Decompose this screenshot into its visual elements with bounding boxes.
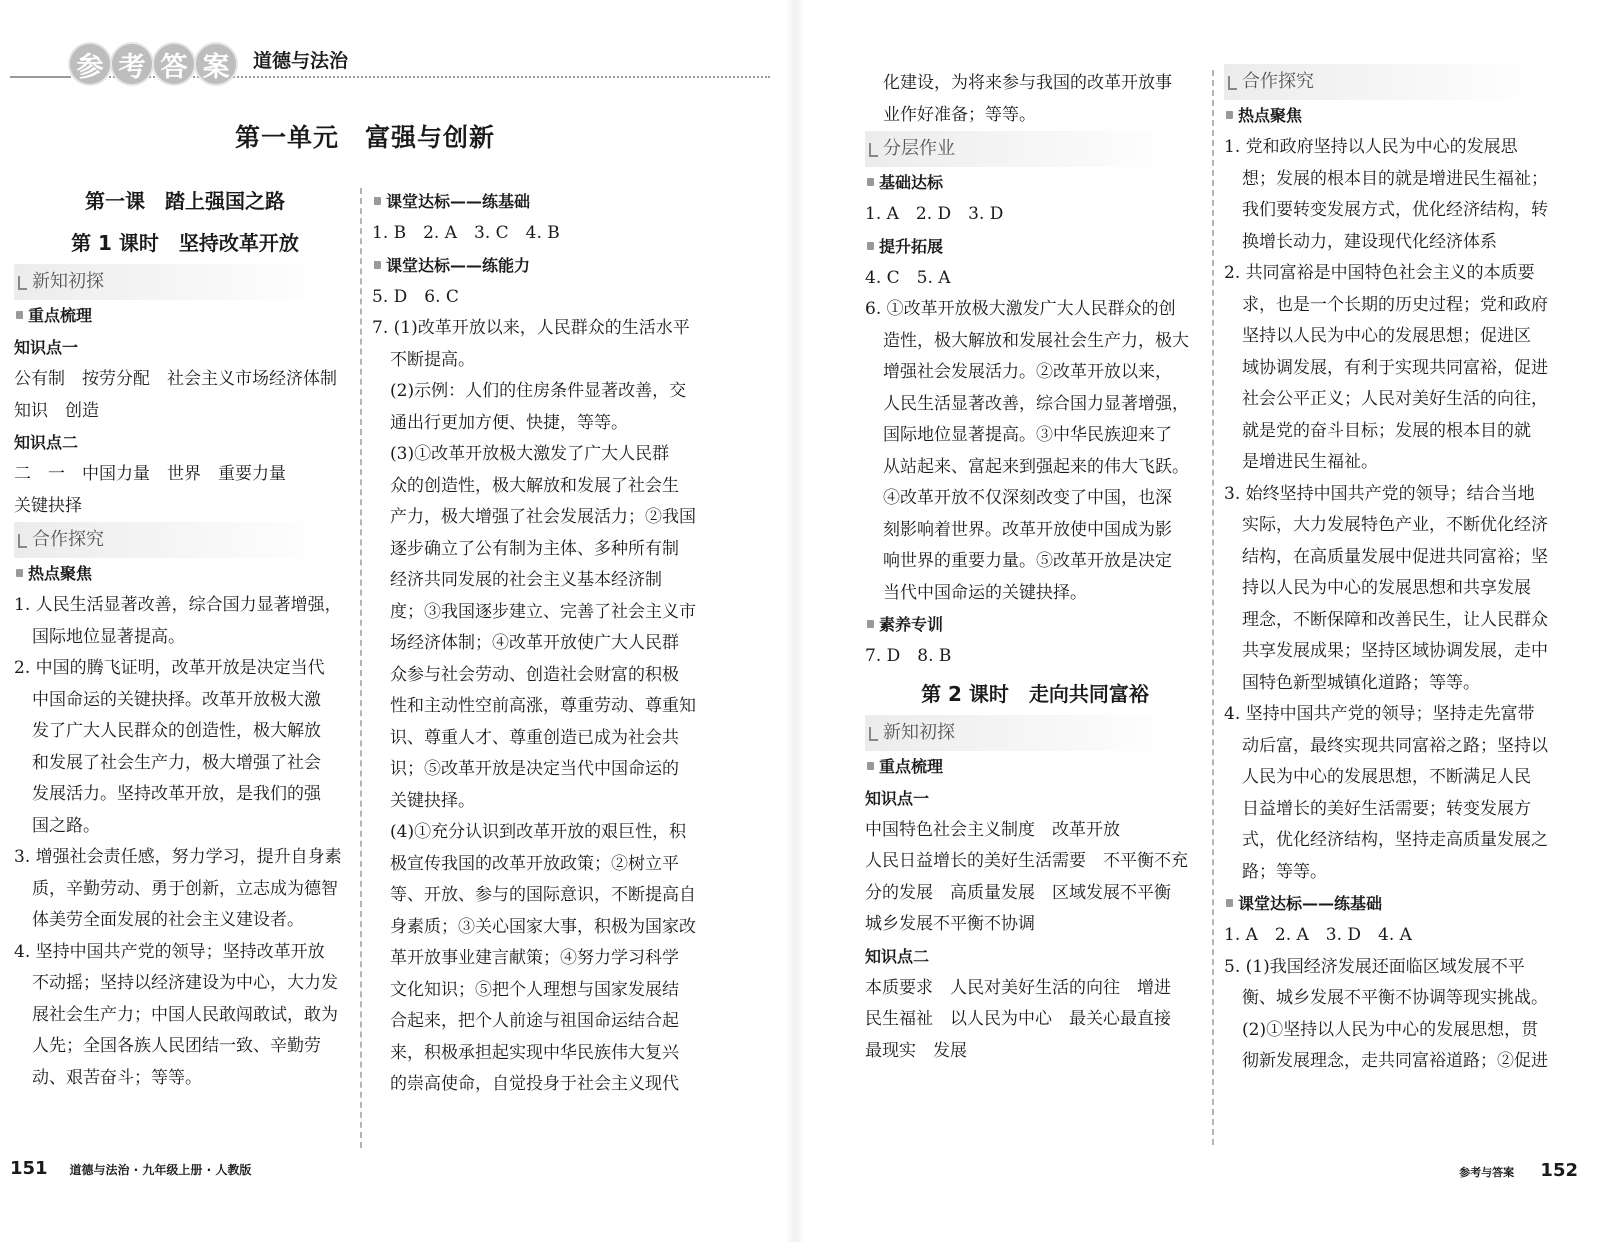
section-banner: 合作探究 — [1224, 64, 1539, 100]
answer-line: 3. 增强社会责任感，努力学习，提升自身素 — [14, 847, 342, 867]
column-1 — [14, 180, 356, 1094]
badge-char: 考 — [110, 42, 154, 86]
badge-char: 案 — [194, 42, 238, 86]
answer-line: 经济共同发展的社会主义基本经济制 — [390, 570, 662, 590]
answer-line: 化建设，为将来参与我国的改革开放事 — [883, 73, 1172, 93]
answer-line: 衡、城乡发展不平衡不协调等现实挑战。 — [1242, 988, 1548, 1008]
answer-line: 体美劳全面发展的社会主义建设者。 — [32, 910, 304, 930]
subsection-heading: 提升拓展 — [865, 231, 1205, 263]
answer-line: 质，辛勤劳动、勇于创新，立志成为德智 — [32, 878, 338, 899]
answer-line: 公有制 按劳分配 社会主义市场经济体制 — [14, 369, 337, 389]
answer-line: 二 一 中国力量 世界 重要力量 — [14, 464, 286, 484]
footer-right — [1459, 1160, 1578, 1181]
answer-line: 式，优化经济结构，坚持走高质量发展之 — [1242, 830, 1548, 850]
answer-line: 7. D 8. B — [865, 646, 952, 666]
answer-line: 产力，极大增强了社会发展活力；②我国 — [390, 507, 696, 527]
column-divider — [360, 188, 362, 1148]
subsection-heading: 素养专训 — [865, 609, 1205, 641]
answer-line: 2. 共同富裕是中国特色社会主义的本质要 — [1224, 263, 1535, 283]
answer-line: 1. A 2. A 3. D 4. A — [1224, 925, 1412, 945]
answer-line: 国特色新型城镇化道路；等等。 — [1242, 672, 1480, 693]
subsection-heading: 基础达标 — [865, 167, 1205, 199]
answer-line: 造性，极大解放和发展社会生产力，极大 — [883, 330, 1189, 351]
answer-line: (2)①坚持以人民为中心的发展思想，贯 — [1242, 1019, 1539, 1040]
answer-line: 想；发展的根本目的就是增进民生福祉； — [1242, 168, 1548, 189]
column-3 — [865, 68, 1205, 1067]
answer-line: 不动摇；坚持以经济建设为中心，大力发 — [32, 973, 338, 993]
answer-line: 就是党的奋斗目标；发展的根本目的就 — [1242, 420, 1531, 441]
answer-line: 求，也是一个长期的历史过程；党和政府 — [1242, 294, 1548, 315]
answer-line: 1. 党和政府坚持以人民为中心的发展思 — [1224, 137, 1518, 157]
answer-line: 1. 人民生活显著改善，综合国力显著增强， — [14, 595, 342, 615]
answer-line: 来，积极承担起实现中华民族伟大复兴 — [390, 1042, 679, 1063]
answer-line: 发了广大人民群众的创造性，极大解放 — [32, 721, 321, 741]
subsection-heading: 重点梳理 — [865, 751, 1205, 783]
unit-title: 第一单元 富强与创新 — [234, 123, 495, 152]
answer-line: 识、尊重人才、尊重创造已成为社会共 — [390, 727, 679, 748]
answer-line: 结构，在高质量发展中促进共同富裕；坚 — [1242, 546, 1548, 567]
answer-line: 我们要转变发展方式，优化经济结构，转 — [1242, 200, 1548, 220]
subsection-heading: 课堂达标——练基础 — [1224, 888, 1569, 920]
answer-line: 7. (1)改革开放以来，人民群众的生活水平 — [372, 318, 690, 338]
answer-key-badge — [68, 42, 236, 86]
answer-line: 的崇高使命，自觉投身于社会主义现代 — [390, 1074, 679, 1094]
answer-line: 动后富，最终实现共同富裕之路；坚持以 — [1242, 735, 1548, 756]
answer-line: 当代中国命运的关键抉择。 — [883, 582, 1087, 603]
answer-line: 5. (1)我国经济发展还面临区域发展不平 — [1224, 956, 1525, 977]
answer-line: 识；⑤改革开放是决定当代中国命运的 — [390, 759, 679, 779]
lesson-title: 第一课 踏上强国之路 — [85, 189, 285, 213]
answer-line: 度；③我国逐步建立、完善了社会主义市 — [390, 601, 696, 622]
answer-line: 最现实 发展 — [865, 1040, 967, 1061]
book-section-footer: 参考与答案 — [1459, 1166, 1515, 1179]
answer-line: (3)①改革开放极大激发了广大人民群 — [390, 444, 670, 464]
page-header — [10, 40, 770, 100]
answer-line: 换增长动力，建设现代化经济体系 — [1242, 231, 1497, 252]
answer-line: 响世界的重要力量。⑤改革开放是决定 — [883, 551, 1172, 571]
answer-line: 性和主动性空前高涨，尊重劳动、尊重知 — [390, 696, 696, 716]
answer-line: 彻新发展理念，走共同富裕道路；②促进 — [1242, 1051, 1548, 1071]
answer-line: 域协调发展，有利于实现共同富裕，促进 — [1242, 357, 1548, 378]
knowledge-point-label: 知识点一 — [865, 788, 930, 808]
answer-line: 日益增长的美好生活需要；转变发展方 — [1242, 798, 1531, 819]
subsection-heading: 课堂达标——练基础 — [372, 186, 717, 218]
answer-line: 不断提高。 — [390, 349, 475, 370]
answer-line: 逐步确立了公有制为主体、多种所有制 — [390, 538, 679, 559]
answer-line: 场经济体制；④改革开放使广大人民群 — [390, 633, 679, 653]
answer-line: 和发展了社会生产力，极大增强了社会 — [32, 752, 321, 773]
knowledge-point-label: 知识点一 — [14, 338, 79, 357]
period-title: 第 1 课时 坚持改革开放 — [71, 231, 299, 255]
subsection-heading: 重点梳理 — [14, 300, 356, 332]
answer-line: 持以人民为中心的发展思想和共享发展 — [1242, 578, 1531, 598]
answer-line: (2)示例：人们的住房条件显著改善，交 — [390, 381, 687, 401]
answer-line: 极宣传我国的改革开放政策；②树立平 — [390, 853, 679, 874]
answer-line: 国际地位显著提高。 — [32, 626, 185, 647]
footer-left — [10, 1158, 251, 1179]
answer-line: 城乡发展不平衡不协调 — [865, 914, 1035, 934]
answer-line: 刻影响着世界。改革开放使中国成为影 — [883, 519, 1172, 540]
answer-line: 民生福祉 以人民为中心 最关心最直接 — [865, 1009, 1171, 1029]
answer-line: 6. ①改革开放极大激发广大人民群众的创 — [865, 299, 1176, 319]
answer-line: 增强社会发展活力。②改革开放以来， — [883, 362, 1172, 382]
answer-line: 知识 创造 — [14, 400, 99, 421]
answer-line: 路；等等。 — [1242, 861, 1327, 882]
answer-line: 4. C 5. A — [865, 267, 951, 288]
answer-line: 4. 坚持中国共产党的领导；坚持走先富带 — [1224, 704, 1535, 724]
answer-line: 国之路。 — [32, 815, 100, 836]
badge-char: 答 — [152, 42, 196, 86]
answer-line: 合起来，把个人前途与祖国命运结合起 — [390, 1011, 679, 1031]
subsection-heading: 热点聚焦 — [14, 558, 356, 590]
answer-line: 坚持以人民为中心的发展思想；促进区 — [1242, 326, 1531, 346]
answer-line: 革开放事业建言献策；④努力学习科学 — [390, 948, 679, 968]
period-title: 第 2 课时 走向共同富裕 — [921, 681, 1149, 706]
section-banner: 新知初探 — [865, 715, 1175, 751]
answer-line: 3. 始终坚持中国共产党的领导；结合当地 — [1224, 483, 1535, 504]
answer-line: 人先；全国各族人民团结一致、辛勤劳 — [32, 1036, 321, 1056]
knowledge-point-label: 知识点二 — [865, 946, 930, 966]
answer-line: 文化知识；⑤把个人理想与国家发展结 — [390, 979, 679, 1000]
answer-line: 人民生活显著改善，综合国力显著增强， — [883, 393, 1189, 414]
answer-line: 中国特色社会主义制度 改革开放 — [865, 819, 1120, 840]
answer-line: 关键抉择 — [14, 495, 82, 516]
answer-line: 1. B 2. A 3. C 4. B — [372, 223, 560, 243]
answer-line: 2. 中国的腾飞证明，改革开放是决定当代 — [14, 658, 325, 678]
page-number-left: 151 — [10, 1158, 48, 1179]
answer-line: (4)①充分认识到改革开放的艰巨性，积 — [390, 822, 687, 842]
answer-line: 国际地位显著提高。③中华民族迎来了 — [883, 425, 1172, 445]
answer-line: 1. A 2. D 3. D — [865, 204, 1004, 224]
answer-line: 动、艰苦奋斗；等等。 — [32, 1067, 202, 1088]
subject-title: 道德与法治 — [253, 50, 349, 72]
answer-line: 理念，不断保障和改善民生，让人民群众 — [1242, 609, 1548, 630]
answer-line: 人民日益增长的美好生活需要 不平衡不充 — [865, 851, 1188, 871]
answer-line: 展社会生产力；中国人民敢闯敢试，敢为 — [32, 1004, 338, 1025]
section-banner: 新知初探 — [14, 264, 326, 300]
subsection-heading: 热点聚焦 — [1224, 100, 1569, 132]
answer-line: 众的创造性，极大解放和发展了社会生 — [390, 475, 679, 496]
answer-line: 众参与社会劳动、创造社会财富的积极 — [390, 664, 679, 685]
header-solid-rule — [10, 76, 70, 78]
answer-line: 发展活力。坚持改革开放，是我们的强 — [32, 784, 321, 804]
answer-line: 身素质；③关心国家大事，积极为国家改 — [390, 916, 696, 937]
answer-line: 4. 坚持中国共产党的领导；坚持改革开放 — [14, 941, 325, 962]
answer-line: 5. D 6. C — [372, 286, 459, 307]
answer-line: 人民为中心的发展思想，不断满足人民 — [1242, 767, 1531, 787]
answer-line: 中国命运的关键抉择。改革开放极大激 — [32, 689, 321, 710]
subsection-heading: 课堂达标——练能力 — [372, 250, 717, 282]
column-divider — [1212, 70, 1214, 1145]
badge-char: 参 — [68, 42, 112, 86]
knowledge-point-label: 知识点二 — [14, 433, 79, 452]
answer-line: 关键抉择。 — [390, 790, 475, 811]
answer-line: 通出行更加方便、快捷，等等。 — [390, 412, 628, 433]
answer-line: 实际，大力发展特色产业，不断优化经济 — [1242, 515, 1548, 535]
book-spine-shadow — [785, 0, 805, 1242]
answer-line: 分的发展 高质量发展 区域发展不平衡 — [865, 882, 1171, 903]
answer-line: 本质要求 人民对美好生活的向往 增进 — [865, 977, 1171, 998]
answer-line: ④改革开放不仅深刻改变了中国，也深 — [883, 488, 1172, 508]
section-banner: 分层作业 — [865, 131, 1175, 167]
column-4 — [1224, 64, 1569, 1078]
answer-line: 等、开放、参与的国际意识，不断提高自 — [390, 885, 696, 905]
answer-line: 社会公平正义；人民对美好生活的向往， — [1242, 389, 1548, 409]
answer-line: 从站起来、富起来到强起来的伟大飞跃。 — [883, 456, 1189, 477]
answer-line: 业作好准备；等等。 — [883, 104, 1036, 125]
answer-line: 是增进民生福祉。 — [1242, 452, 1378, 472]
answer-line: 共享发展成果；坚持区域协调发展，走中 — [1242, 641, 1548, 661]
book-title-footer: 道德与法治 · 九年级上册 · 人教版 — [69, 1163, 252, 1177]
page-number-right: 152 — [1540, 1160, 1578, 1181]
column-2 — [372, 186, 717, 1101]
section-banner: 合作探究 — [14, 522, 326, 558]
